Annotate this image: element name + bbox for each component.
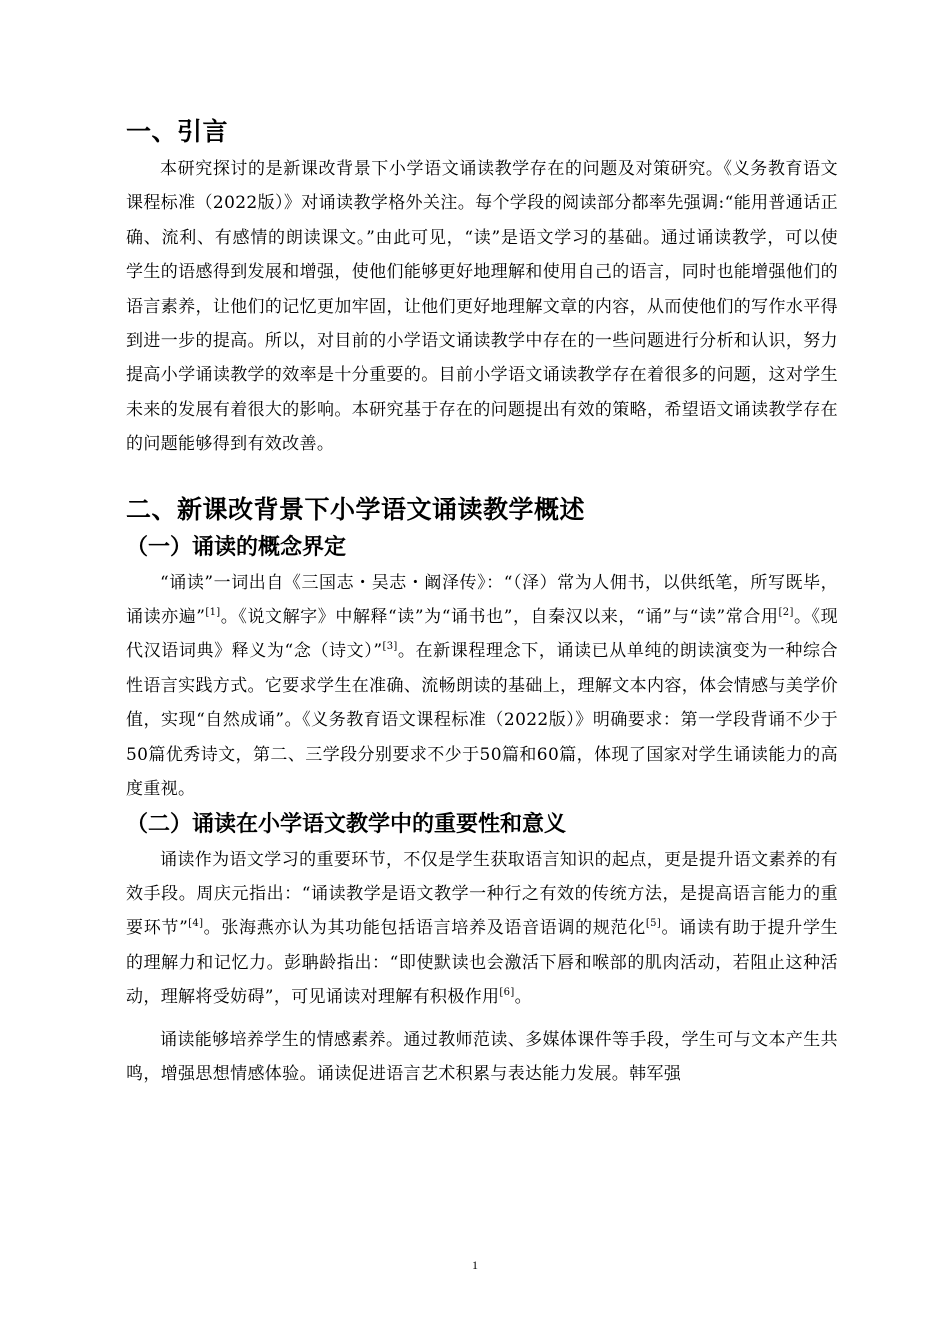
citation-ref: [1] <box>205 607 221 619</box>
importance-paragraph <box>126 843 838 1015</box>
text-run: 。诵读有助于提升学生的理解力和记忆力。彭聃龄指出：“即使默读也会激活下唇和喉部的肌肉活动，若阻止这种活动，理解将受妨碍”，可见诵读对理解有积极作用 <box>126 918 838 1008</box>
text-run: 诵读作为语文学习的重要环节，不仅是学生获取语言知识的起点，更是提升语文素养的有效手段。周庆元指出：“诵读教学是语文教学一种行之有效的传统方法，是提高语言能力的重要环节” <box>126 849 838 939</box>
intro-paragraph: 本研究探讨的是新课改背景下小学语文诵读教学存在的问题及对策研究。《义务教育语文课程标准（2022版）》对诵读教学格外关注。每个学段的阅读部分都率先强调:“能用普通话正确、流利、有感情的朗读课文。”由此可见，“读”是语文学习的基础。通过诵读教学，可以使学生的语感得到发展和增强，使他们能够更好地理解和使用自己的语言，同时也能增强他们的语言素养，让他们的记忆更加牢固，让他们更好地理解文章的内容，从而使他们的写作水平得到进一步的提高。所以，对目前的小学语文诵读教学中存在的一些问题进行分析和认识，努力提高小学诵读教学的效率是十分重要的。目前小学语文诵读教学存在着很多的问题，这对学生未来的发展有着很大的影响。本研究基于存在的问题提出有效的策略，希望语文诵读教学存在的问题能够得到有效改善。 <box>126 159 838 455</box>
page-body <box>126 112 838 1091</box>
section-heading-overview: 二、新课改背景下小学语文诵读教学概述 <box>126 494 586 524</box>
citation-ref: [4] <box>188 918 204 930</box>
text-run: 。张海燕亦认为其功能包括语言培养及语音语调的规范化 <box>203 918 646 939</box>
text-run: “诵读”一词出自《三国志・吴志・阚泽传》：“（泽）常为人佣书，以供纸笔，所写既毕，诵读亦遍” <box>126 572 838 628</box>
citation-ref: [2] <box>778 607 794 619</box>
text-run: 。在新课程理念下，诵读已从单纯的朗读演变为一种综合性语言实践方式。它要求学生在准确、流畅朗读的基础上，理解文本内容，体会情感与美学价值，实现“自然成诵”。《义务教育语文课程标准（2022版）》明确要求：第一学段背诵不少于50篇优秀诗文，第二、三学段分别要求不少于50篇和60篇，体现了国家对学生诵读能力的高度重视。 <box>126 641 838 800</box>
text-run: 。《现代汉语词典》释义为“念（诗文）” <box>126 607 838 662</box>
citation-ref: [3] <box>382 641 398 653</box>
text-run: 。《说文解字》中解释“读”为“诵书也”，自秦汉以来，“诵”与“读”常合用 <box>220 607 779 628</box>
citation-ref: [5] <box>645 918 662 930</box>
subsection-heading-importance: （二）诵读在小学语文教学中的重要性和意义 <box>126 811 567 837</box>
subsection-heading-concept: （一）诵读的概念界定 <box>126 534 347 560</box>
text-run: 。 <box>514 987 532 1008</box>
concept-paragraph <box>126 566 838 807</box>
citation-ref: [6] <box>499 987 515 999</box>
page-number: 1 <box>472 1258 478 1272</box>
emotion-paragraph: 诵读能够培养学生的情感素养。通过教师范读、多媒体课件等手段，学生可与文本产生共鸣，增强思想情感体验。诵读促进语言艺术积累与表达能力发展。韩军强 <box>126 1029 838 1084</box>
section-heading-introduction: 一、引言 <box>126 117 229 146</box>
